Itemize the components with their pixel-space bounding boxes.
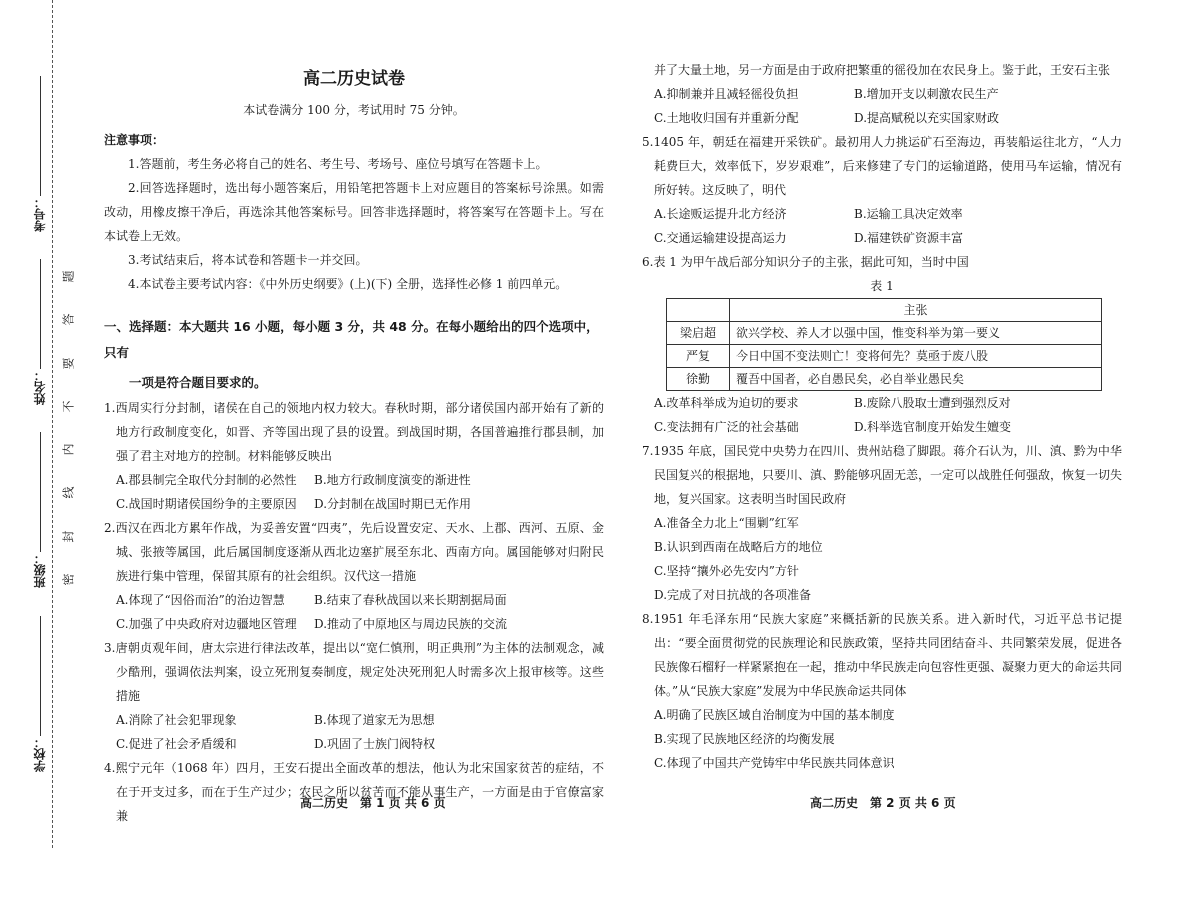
option: B.废除八股取士遭到强烈反对 — [854, 396, 1011, 410]
option: C.战国时期诸侯国纷争的主要原因 — [116, 497, 297, 511]
option: D.科举选官制度开始发生嬗变 — [854, 420, 1012, 434]
option: B.地方行政制度演变的渐进性 — [314, 473, 471, 487]
notice-item: 2.回答选择题时，选出每小题答案后，用铅笔把答题卡上对应题目的答案标号涂黑。如需改动，用橡皮擦干净后，再选涂其他答案标号。回答非选择题时，将答案写在答题卡上。写在本试卷上无效。 — [104, 181, 604, 243]
option: C.促进了社会矛盾缓和 — [116, 737, 237, 751]
seal-char: 要 — [61, 357, 76, 370]
seal-char: 不 — [61, 400, 76, 413]
seal-char: 密 — [61, 573, 76, 586]
table-cell-claim: 欲兴学校、养人才以强中国，惟变科举为第一要义 — [730, 322, 1102, 345]
notice-heading: 注意事项： — [104, 133, 165, 147]
options — [642, 703, 1122, 775]
question-3 — [104, 636, 604, 756]
options — [104, 588, 604, 636]
question-stem-cont: 并了大量土地，另一方面是由于政府把繁重的徭役加在农民身上。鉴于此，王安石主张 — [654, 63, 1111, 77]
option: A.体现了“因俗而治”的治边智慧 — [116, 593, 285, 607]
table-cell-name: 梁启超 — [667, 322, 730, 345]
question-8 — [642, 607, 1122, 775]
question-6 — [642, 250, 1122, 439]
option: C.土地收归国有并重新分配 — [654, 111, 799, 125]
opinion-table — [666, 298, 1102, 391]
page-2 — [642, 0, 1122, 906]
option: B.认识到西南在战略后方的地位 — [654, 540, 823, 554]
section-heading: 一、选择题：本大题共 16 小题，每小题 3 分，共 48 分。在每小题给出的四个选项中，只有 — [104, 319, 599, 360]
question-1 — [104, 396, 604, 516]
question-stem: 4.熙宁元年（1068 年）四月，王安石提出全面改革的想法，他认为北宋国家贫苦的症结，不在于开支过多，而在于生产过少；农民之所以贫苦而不能从事生产，一方面是由于官僚富家兼 — [104, 761, 604, 823]
option: A.郡县制完全取代分封制的必然性 — [116, 473, 297, 487]
options — [642, 202, 1122, 250]
option: D.推动了中原地区与周边民族的交流 — [314, 617, 508, 631]
seal-line-text — [62, 268, 74, 588]
option: C.变法拥有广泛的社会基础 — [654, 420, 799, 434]
table-row — [667, 322, 1102, 345]
question-stem: 2.西汉在西北方累年作战，为妥善安置“四夷”，先后设置安定、天水、上郡、西河、五原、金城、张掖等属国，此后属国制度逐渐从西北边塞扩展至东北、西南方向。属国能够对归附民族进行集中管理，保留其原有的社会组织。汉代这一措施 — [104, 521, 604, 583]
options — [104, 708, 604, 756]
question-4 — [104, 756, 604, 828]
option: D.巩固了士族门阀特权 — [314, 737, 436, 751]
question-stem: 8.1951 年毛泽东用“民族大家庭”来概括新的民族关系。进入新时代，习近平总书记提出：“要全面贯彻党的民族理论和民族政策，坚持共同团结奋斗、共同繁荣发展，促进各民族像石榴籽一样紧紧抱在一起，推动中华民族走向包容性更强、凝聚力更大的命运共同体。”从“民族大家庭”发展为中华民族命运共同体 — [642, 612, 1123, 698]
option: C.坚持“攘外必先安内”方针 — [654, 564, 799, 578]
exam-no-label: 考号： — [33, 196, 47, 232]
name-label: 姓名： — [33, 369, 47, 405]
notice-item: 1.答题前，考生务必将自己的姓名、考生号、考场号、座位号填写在答题卡上。 — [128, 157, 548, 171]
question-7 — [642, 439, 1122, 607]
option: A.明确了民族区域自治制度为中国的基本制度 — [654, 708, 895, 722]
name-field — [26, 255, 54, 405]
table-cell-name: 严复 — [667, 345, 730, 368]
exam-subtitle: 本试卷满分 100 分，考试用时 75 分钟。 — [243, 103, 465, 117]
table-header-cell: 主张 — [730, 299, 1102, 322]
table-cell-name: 徐勤 — [667, 368, 730, 391]
question-stem: 7.1935 年底，国民党中央势力在四川、贵州站稳了脚跟。蒋介石认为，川、滇、黔为中华民国复兴的根据地，只要川、滇、黔能够巩固无恙，一定可以战胜任何强敌，恢复一切失地，复兴国家。这表明当时国民政府 — [642, 444, 1123, 506]
question-stem: 5.1405 年，朝廷在福建开采铁矿。最初用人力挑运矿石至海边，再装船运往北方，“人力耗费巨大，效率低下，岁岁艰难”，后来修建了专门的运输道路，使用马车运输，情况有所好转。这反映了，明代 — [642, 135, 1122, 197]
table-caption: 表 1 — [870, 279, 894, 293]
notice-item: 4.本试卷主要考试内容：《中外历史纲要》(上)(下) 全册，选择性必修 1 前四单元。 — [128, 277, 568, 291]
question-4-cont — [642, 58, 1122, 130]
binding-margin — [0, 0, 92, 848]
seal-char: 题 — [61, 270, 76, 283]
question-5 — [642, 130, 1122, 250]
option: A.准备全力北上“围剿”红军 — [654, 516, 799, 530]
option: B.运输工具决定效率 — [854, 207, 963, 221]
table-cell-claim: 今日中国不变法则亡！变将何先？莫亟于废八股 — [730, 345, 1102, 368]
page-2-footer: 高二历史 第 2 页 共 6 页 — [810, 796, 956, 810]
table-header-row — [667, 299, 1102, 322]
option: C.体现了中国共产党铸牢中华民族共同体意识 — [654, 756, 895, 770]
option: D.分封制在战国时期已无作用 — [314, 497, 472, 511]
option: B.体现了道家无为思想 — [314, 713, 435, 727]
question-stem: 6.表 1 为甲午战后部分知识分子的主张，据此可知，当时中国 — [642, 255, 969, 269]
school-label: 学校： — [33, 736, 47, 772]
option: D.福建铁矿资源丰富 — [854, 231, 964, 245]
option: D.提高赋税以充实国家财政 — [854, 111, 1000, 125]
section-heading-cont: 一项是符合题目要求的。 — [129, 375, 267, 390]
table-row — [667, 345, 1102, 368]
option: A.长途贩运提升北方经济 — [654, 207, 787, 221]
options — [642, 511, 1122, 607]
table-cell-claim: 覆吾中国者，必自愚民矣，必自举业愚民矣 — [730, 368, 1102, 391]
seal-char: 线 — [61, 486, 76, 499]
options — [642, 391, 1122, 439]
option: C.加强了中央政府对边疆地区管理 — [116, 617, 297, 631]
seal-char: 封 — [61, 530, 76, 543]
option: A.消除了社会犯罪现象 — [116, 713, 237, 727]
option: B.结束了春秋战国以来长期割据局面 — [314, 593, 507, 607]
question-stem: 1.西周实行分封制，诸侯在自己的领地内权力较大。春秋时期，部分诸侯国内部开始有了新的地方行政制度变化，如晋、齐等国出现了县的设置。到战国时期，各国普遍推行郡县制，加强了君主对地方的控制。材料能够反映出 — [104, 401, 604, 463]
options — [104, 468, 604, 516]
option: A.抑制兼并且减轻徭役负担 — [654, 87, 799, 101]
notice-item: 3.考试结束后，将本试卷和答题卡一并交回。 — [128, 253, 368, 267]
option: A.改革科举成为迫切的要求 — [654, 396, 799, 410]
seal-char: 答 — [61, 313, 76, 326]
exam-no-field — [26, 72, 54, 232]
options — [642, 82, 1122, 130]
option: D.完成了对日抗战的各项准备 — [654, 588, 812, 602]
page-1 — [104, 0, 604, 848]
exam-title: 高二历史试卷 — [303, 69, 405, 89]
option: B.实现了民族地区经济的均衡发展 — [654, 732, 835, 746]
class-field — [26, 428, 54, 588]
school-field — [26, 612, 54, 772]
option: B.增加开支以刺激农民生产 — [854, 87, 999, 101]
table-row — [667, 368, 1102, 391]
seal-char: 内 — [61, 443, 76, 456]
question-2 — [104, 516, 604, 636]
question-stem: 3.唐朝贞观年间，唐太宗进行律法改革，提出以“宽仁慎刑，明正典刑”为主体的法制观念，减少酷刑，强调依法判案，设立死刑复奏制度，规定处决死刑犯人时需多次上报审核等。这些措施 — [104, 641, 604, 703]
option: C.交通运输建设提高运力 — [654, 231, 787, 245]
class-label: 班级： — [33, 552, 47, 588]
table-cell — [667, 299, 730, 322]
page-1-footer: 高二历史 第 1 页 共 6 页 — [300, 796, 446, 810]
